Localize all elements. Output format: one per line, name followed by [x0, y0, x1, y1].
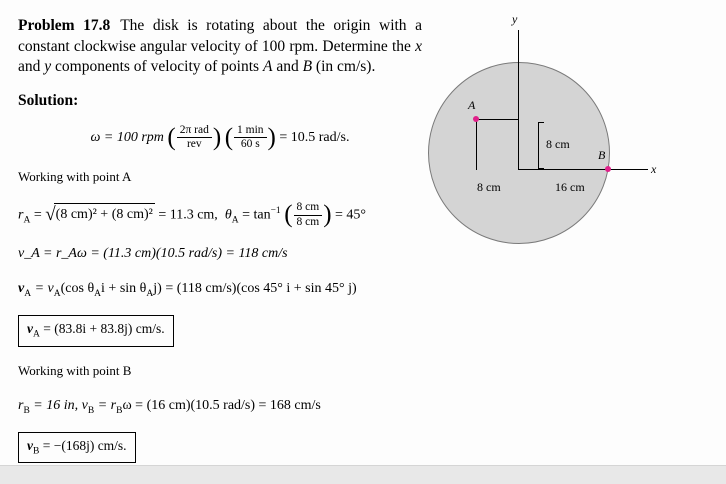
paren-open-2: (	[224, 123, 234, 151]
va-vec-symbol: v	[18, 281, 25, 297]
va-cos-sub: A	[94, 289, 102, 300]
omega-lhs: ω = 100 rpm	[90, 129, 164, 145]
dimension-label-bottom-right: 16 cm	[555, 180, 585, 194]
dimension-label-side: 8 cm	[546, 137, 570, 151]
va-tail: j) = (118 cm/s)(cos 45° i + sin 45° j)	[153, 281, 357, 297]
boxa-sub: A	[33, 330, 40, 340]
ra-symbol: r	[18, 207, 24, 223]
frac-rad-per-rev: $\frac{\text{2π rad}}{\text{rev}}$	[177, 124, 212, 151]
point-a-label: A	[468, 98, 476, 112]
rb-sub: B	[23, 405, 30, 416]
omega-equation	[18, 124, 422, 151]
problem-text-and: and	[272, 58, 303, 76]
figure-diagram	[420, 10, 720, 270]
va-vec-sub: A	[24, 289, 32, 300]
theta-subscript: A	[231, 215, 239, 226]
va-sin-part: i + sin θ	[101, 281, 147, 297]
sqrt-expression: √(8 cm)² + (8 cm)²	[45, 203, 153, 225]
problem-text-line1: The disk is rotating about the origin	[120, 17, 371, 34]
theta-result: = 45°	[331, 207, 367, 223]
point-a-marker	[473, 116, 479, 122]
problem-text-line2: with a constant clockwise angular velocity of 100 rpm.	[18, 17, 422, 55]
point-b-label: B	[598, 148, 606, 162]
problem-text-units: (in cm/s).	[312, 58, 376, 76]
disk-shape	[428, 62, 610, 244]
boxed-answer-b	[18, 432, 136, 464]
problem-solution-column	[18, 16, 422, 477]
ra-result: = 11.3 cm,	[154, 207, 218, 223]
radical-icon: √	[45, 203, 56, 225]
ra-equals: =	[30, 207, 46, 223]
x-axis-line	[518, 169, 648, 170]
bottom-strip	[0, 465, 726, 484]
ra-theta-line	[18, 201, 422, 230]
dim-line-a-horizontal	[476, 119, 519, 120]
problem-point-b: B	[302, 58, 313, 76]
note-point-b: Working with point B	[18, 363, 132, 378]
vb-tail: ω = (16 cm)(10.5 rad/s) = 168 cm/s	[122, 397, 321, 413]
paren-open-3: (	[284, 201, 293, 229]
problem-var-x: x	[415, 37, 423, 55]
va-cos-part: (cos θ	[60, 281, 95, 297]
tan-inverse-exponent: −1	[270, 205, 281, 216]
omega-rhs: = 10.5 rad/s.	[279, 129, 350, 145]
paren-open-1: (	[167, 123, 176, 151]
rb-symbol: r	[18, 397, 24, 413]
note-point-a: Working with point A	[18, 169, 132, 185]
vb-sub2: B	[116, 405, 123, 416]
dim-line-a-vertical	[476, 119, 477, 170]
paren-close-2: )	[267, 123, 276, 151]
problem-point-a: A	[262, 58, 273, 76]
boxb-sub: B	[33, 446, 40, 457]
dim-tick-bottom	[538, 168, 544, 169]
paren-close-3: )	[323, 201, 332, 229]
problem-statement	[18, 16, 422, 78]
problem-number: Problem 17.8	[18, 17, 111, 34]
vb-sub: B	[87, 405, 95, 416]
x-axis-label: x	[651, 162, 657, 176]
problem-var-y: y	[44, 58, 52, 76]
rb-vb-line	[18, 395, 422, 418]
problem-text-line3b: and	[18, 58, 45, 76]
boxb-symbol: v	[27, 437, 33, 453]
boxa-symbol: v	[27, 321, 33, 337]
theta-symbol: θ	[224, 207, 232, 223]
point-b-marker	[605, 166, 611, 172]
dim-brace-vertical	[538, 122, 539, 168]
dim-tick-top	[538, 122, 544, 123]
vb-eq: = r	[94, 397, 117, 413]
va-vec-sub2: A	[53, 289, 61, 300]
va-vec-eq: = v	[31, 281, 54, 297]
boxb-value: = −(168j) cm/s.	[39, 437, 127, 453]
y-axis-line	[518, 30, 519, 170]
solution-heading: Solution:	[18, 91, 79, 109]
dimension-label-bottom-left: 8 cm	[477, 180, 501, 194]
va-magnitude-text: v_A = r_Aω = (11.3 cm)(10.5 rad/s) = 118 cm/s	[18, 246, 288, 262]
problem-text-line3c: components of velocity of points	[51, 58, 260, 76]
problem-text-line3a: Determine the	[322, 37, 416, 55]
paren-close-1: )	[212, 123, 222, 151]
va-sin-sub: A	[146, 289, 154, 300]
y-axis-label: y	[512, 12, 518, 26]
boxa-value: = (83.8i + 83.8j) cm/s.	[39, 321, 165, 337]
rb-mid: = 16 in, v	[29, 397, 88, 413]
ra-subscript: A	[23, 215, 31, 226]
va-vector-line	[18, 278, 422, 301]
va-magnitude-line	[18, 243, 422, 264]
frac-8cm-8cm: $\frac{8 cm}{8 cm}$	[294, 201, 323, 228]
boxed-answer-a	[18, 315, 174, 347]
theta-equals-tan: = tan	[238, 207, 271, 223]
frac-min-per-s: $\frac{1 \min}{60 s}$	[234, 124, 267, 151]
